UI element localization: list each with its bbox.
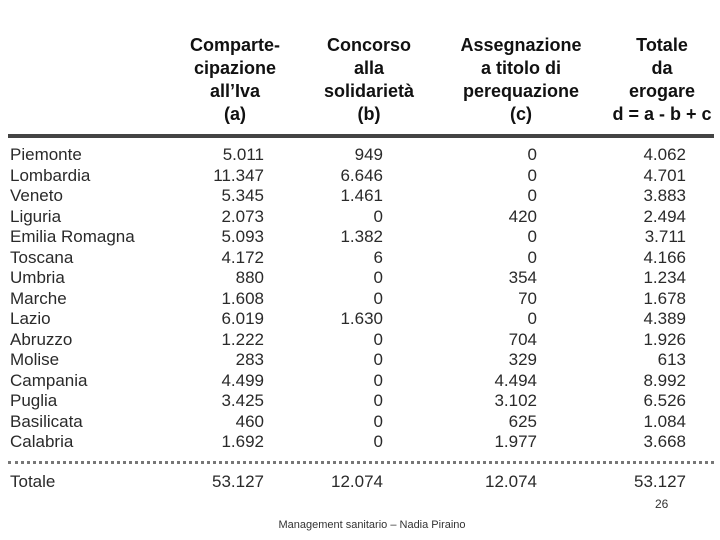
table-row [8, 350, 714, 371]
region-name: Lazio [10, 309, 51, 328]
region-name: Toscana [10, 247, 74, 267]
table-row [8, 289, 714, 310]
value-d: 1.678 [643, 288, 686, 308]
footer-text: Management sanitario – Nadia Piraino [278, 519, 466, 531]
value-c: 0 [527, 186, 537, 205]
value-c: 704 [508, 329, 537, 349]
region-name: Campania [10, 370, 88, 390]
table-row [8, 186, 714, 207]
value-c: 0 [527, 309, 537, 328]
header-col-d [602, 34, 720, 126]
value-b: 1.382 [340, 227, 383, 246]
value-a: 11.347 [213, 165, 264, 185]
value-c: 0 [527, 165, 537, 185]
header-col-c-line: perequazione [462, 81, 580, 101]
header-col-c-line: a titolo di [481, 58, 561, 78]
value-b: 949 [354, 145, 383, 164]
value-a: 283 [235, 350, 264, 369]
table-row [8, 207, 714, 228]
region-name: Marche [10, 288, 67, 308]
value-b: 0 [373, 432, 383, 451]
value-d: 8.992 [643, 370, 686, 390]
value-b: 0 [373, 288, 383, 308]
region-name: Puglia [10, 391, 58, 410]
value-b: 0 [373, 391, 383, 410]
header-col-d-line: Totale [636, 35, 688, 55]
total-b: 12.074 [331, 472, 383, 491]
header-col-c-line: Assegnazione [460, 35, 582, 55]
value-b: 0 [373, 268, 383, 287]
header-col-b-line: solidarietà [323, 81, 415, 101]
region-name: Veneto [10, 186, 63, 205]
value-c: 329 [508, 350, 537, 369]
value-b: 1.630 [340, 309, 383, 328]
value-c: 0 [527, 145, 537, 164]
header-col-d-line: da [651, 58, 673, 78]
value-b: 6.646 [340, 165, 383, 185]
value-b: 0 [373, 206, 383, 226]
header-col-b-line: Concorso [326, 35, 411, 55]
total-c: 12.074 [485, 472, 537, 491]
value-a: 2.073 [221, 206, 264, 226]
table-row [8, 145, 714, 166]
value-c: 0 [527, 227, 537, 246]
value-c: 4.494 [494, 370, 537, 390]
value-b: 1.461 [340, 186, 383, 205]
value-d: 1.926 [643, 329, 686, 349]
value-d: 3.668 [643, 432, 686, 451]
value-d: 1.234 [643, 268, 686, 287]
value-d: 1.084 [643, 411, 686, 431]
value-d: 4.166 [643, 247, 686, 267]
value-a: 460 [235, 411, 264, 431]
table-row [8, 227, 714, 248]
region-name: Basilicata [10, 411, 83, 431]
total-label: Totale [10, 472, 56, 491]
value-b: 0 [373, 370, 383, 390]
value-c: 420 [508, 206, 537, 226]
value-c: 625 [508, 411, 537, 431]
total-row [8, 472, 714, 493]
table-row [8, 330, 714, 351]
value-a: 1.608 [221, 288, 264, 308]
header-col-c [446, 34, 596, 126]
table-row [8, 166, 714, 187]
value-d: 4.701 [643, 165, 686, 185]
table-row [8, 412, 714, 433]
value-a: 5.011 [222, 145, 264, 164]
dotted-separator [8, 461, 714, 464]
table-header [0, 34, 720, 134]
value-a: 4.499 [221, 370, 264, 390]
region-name: Emilia Romagna [10, 227, 135, 246]
value-a: 880 [235, 268, 264, 287]
value-c: 3.102 [494, 391, 537, 410]
value-c: 1.977 [494, 432, 537, 451]
value-d: 6.526 [643, 391, 686, 410]
value-a: 1.222 [221, 329, 264, 349]
header-col-a-line: (a) [224, 104, 246, 124]
region-name: Abruzzo [10, 329, 73, 349]
value-d: 2.494 [643, 206, 686, 226]
region-name: Liguria [10, 206, 62, 226]
region-name: Molise [10, 350, 60, 369]
value-a: 5.345 [221, 186, 264, 205]
header-col-b-line: alla [353, 58, 385, 78]
value-b: 6 [373, 247, 383, 267]
value-a: 4.172 [221, 247, 264, 267]
total-d: 53.127 [634, 472, 686, 491]
value-c: 0 [527, 247, 537, 267]
region-name: Lombardia [10, 165, 91, 185]
region-name: Piemonte [10, 145, 82, 164]
value-b: 0 [373, 329, 383, 349]
header-col-d-line: erogare [628, 81, 696, 101]
table-row [8, 391, 714, 412]
header-col-b [312, 34, 426, 126]
value-a: 3.425 [221, 391, 264, 410]
value-d: 3.711 [644, 227, 686, 246]
value-a: 6.019 [221, 309, 264, 328]
value-b: 0 [373, 350, 383, 369]
value-a: 5.093 [221, 227, 264, 246]
value-b: 0 [373, 411, 383, 431]
table-row [8, 432, 714, 453]
page-number: 26 [655, 497, 669, 511]
footer [0, 519, 720, 531]
value-d: 3.883 [643, 186, 686, 205]
region-name: Calabria [10, 432, 74, 451]
header-col-b-line: (b) [357, 104, 381, 124]
table-row [8, 309, 714, 330]
value-c: 70 [518, 288, 537, 308]
header-col-c-line: (c) [510, 104, 532, 124]
value-d: 4.062 [643, 145, 686, 164]
value-a: 1.692 [221, 432, 264, 451]
header-col-a-line: cipazione [193, 58, 277, 78]
header-col-a-line: Comparte- [189, 35, 280, 55]
table-row [8, 371, 714, 392]
header-rule [8, 134, 714, 138]
data-table [8, 145, 714, 453]
table-row [8, 248, 714, 269]
value-c: 354 [508, 268, 537, 287]
region-name: Umbria [10, 268, 65, 287]
header-col-d-line: d = a - b + c [612, 104, 712, 124]
value-d: 613 [657, 350, 686, 369]
header-col-a-line: all’Iva [209, 81, 261, 101]
header-col-a [172, 34, 298, 126]
total-a: 53.127 [212, 472, 264, 491]
table-row [8, 268, 714, 289]
value-d: 4.389 [643, 309, 686, 328]
